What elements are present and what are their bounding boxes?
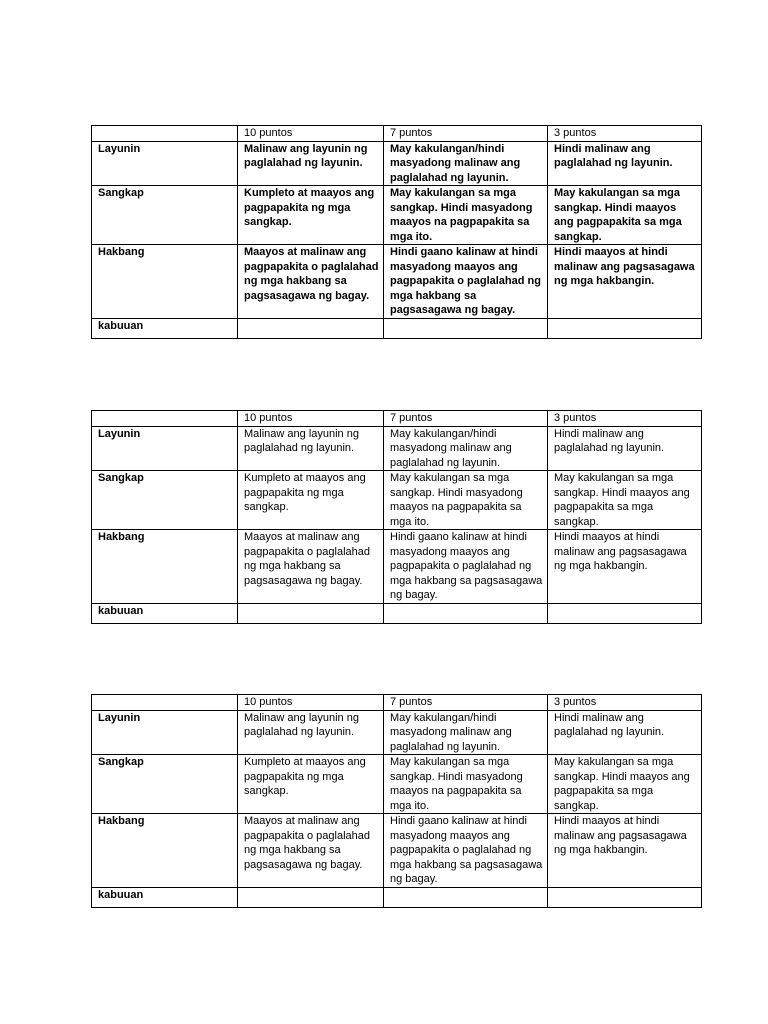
criterion-label: Layunin	[92, 426, 238, 471]
score-cell: Kumpleto at maayos ang pagpapakita ng mga sangkap.	[238, 755, 384, 814]
score-cell: Maayos at malinaw ang pagpapakita o paglalahad ng mga hakbang sa pagsasagawa ng bagay.	[238, 814, 384, 888]
row-kabuuan	[92, 603, 702, 623]
score-cell: Hindi maayos at hindi malinaw ang pagsasagawa ng mga hakbangin.	[548, 245, 702, 319]
score-cell: Kumpleto at maayos ang pagpapakita ng mga sangkap.	[238, 471, 384, 530]
total-label: kabuuan	[92, 603, 238, 623]
header-cell-7-puntos: 7 puntos	[384, 126, 548, 142]
criterion-label: Sangkap	[92, 755, 238, 814]
header-cell-empty	[92, 126, 238, 142]
header-cell-3-puntos: 3 puntos	[548, 695, 702, 711]
header-cell-empty	[92, 695, 238, 711]
header-cell-7-puntos: 7 puntos	[384, 411, 548, 427]
criterion-label: Hakbang	[92, 814, 238, 888]
row-hakbang	[92, 245, 702, 319]
score-cell: May kakulangan sa mga sangkap. Hindi masyadong maayos na pagpapakita sa mga ito.	[384, 471, 548, 530]
row-layunin	[92, 141, 702, 186]
criterion-label: Sangkap	[92, 186, 238, 245]
header-row	[92, 126, 702, 142]
total-cell	[384, 887, 548, 907]
row-kabuuan	[92, 318, 702, 338]
total-cell	[548, 887, 702, 907]
score-cell: May kakulangan/hindi masyadong malinaw ang paglalahad ng layunin.	[384, 710, 548, 755]
criterion-label: Sangkap	[92, 471, 238, 530]
score-cell: Hindi gaano kalinaw at hindi masyadong maayos ang pagpapakita o paglalahad ng mga hakbang sa pagsasagawa ng bagay.	[384, 530, 548, 604]
row-hakbang	[92, 530, 702, 604]
row-sangkap	[92, 186, 702, 245]
header-cell-10-puntos: 10 puntos	[238, 411, 384, 427]
score-cell: Hindi malinaw ang paglalahad ng layunin.	[548, 141, 702, 186]
score-cell: May kakulangan/hindi masyadong malinaw ang paglalahad ng layunin.	[384, 141, 548, 186]
rubric-table-2	[91, 410, 702, 624]
row-layunin	[92, 426, 702, 471]
header-row	[92, 695, 702, 711]
row-hakbang	[92, 814, 702, 888]
total-label: kabuuan	[92, 887, 238, 907]
score-cell: Malinaw ang layunin ng paglalahad ng layunin.	[238, 710, 384, 755]
score-cell: Malinaw ang layunin ng paglalahad ng layunin.	[238, 426, 384, 471]
score-cell: Malinaw ang layunin ng paglalahad ng layunin.	[238, 141, 384, 186]
header-cell-10-puntos: 10 puntos	[238, 126, 384, 142]
row-kabuuan	[92, 887, 702, 907]
rubric-table-3	[91, 694, 702, 908]
header-cell-3-puntos: 3 puntos	[548, 411, 702, 427]
header-cell-10-puntos: 10 puntos	[238, 695, 384, 711]
criterion-label: Layunin	[92, 141, 238, 186]
score-cell: Hindi gaano kalinaw at hindi masyadong maayos ang pagpapakita o paglalahad ng mga hakbang sa pagsasagawa ng bagay.	[384, 245, 548, 319]
header-cell-3-puntos: 3 puntos	[548, 126, 702, 142]
score-cell: May kakulangan sa mga sangkap. Hindi maayos ang pagpapakita sa mga sangkap.	[548, 186, 702, 245]
criterion-label: Hakbang	[92, 245, 238, 319]
score-cell: Maayos at malinaw ang pagpapakita o paglalahad ng mga hakbang sa pagsasagawa ng bagay.	[238, 530, 384, 604]
total-cell	[238, 318, 384, 338]
score-cell: Maayos at malinaw ang pagpapakita o paglalahad ng mga hakbang sa pagsasagawa ng bagay.	[238, 245, 384, 319]
total-cell	[548, 603, 702, 623]
header-cell-empty	[92, 411, 238, 427]
total-cell	[548, 318, 702, 338]
total-cell	[384, 603, 548, 623]
rubric-table-1	[91, 125, 702, 339]
score-cell: Hindi malinaw ang paglalahad ng layunin.	[548, 710, 702, 755]
score-cell: May kakulangan/hindi masyadong malinaw ang paglalahad ng layunin.	[384, 426, 548, 471]
row-sangkap	[92, 471, 702, 530]
score-cell: Hindi maayos at hindi malinaw ang pagsasagawa ng mga hakbangin.	[548, 814, 702, 888]
total-label: kabuuan	[92, 318, 238, 338]
score-cell: Hindi malinaw ang paglalahad ng layunin.	[548, 426, 702, 471]
score-cell: May kakulangan sa mga sangkap. Hindi masyadong maayos na pagpapakita sa mga ito.	[384, 186, 548, 245]
score-cell: Kumpleto at maayos ang pagpapakita ng mga sangkap.	[238, 186, 384, 245]
score-cell: May kakulangan sa mga sangkap. Hindi masyadong maayos na pagpapakita sa mga ito.	[384, 755, 548, 814]
criterion-label: Hakbang	[92, 530, 238, 604]
score-cell: Hindi gaano kalinaw at hindi masyadong maayos ang pagpapakita o paglalahad ng mga hakbang sa pagsasagawa ng bagay.	[384, 814, 548, 888]
score-cell: May kakulangan sa mga sangkap. Hindi maayos ang pagpapakita sa mga sangkap.	[548, 755, 702, 814]
criterion-label: Layunin	[92, 710, 238, 755]
total-cell	[238, 887, 384, 907]
total-cell	[384, 318, 548, 338]
row-layunin	[92, 710, 702, 755]
score-cell: Hindi maayos at hindi malinaw ang pagsasagawa ng mga hakbangin.	[548, 530, 702, 604]
header-cell-7-puntos: 7 puntos	[384, 695, 548, 711]
row-sangkap	[92, 755, 702, 814]
score-cell: May kakulangan sa mga sangkap. Hindi maayos ang pagpapakita sa mga sangkap.	[548, 471, 702, 530]
total-cell	[238, 603, 384, 623]
header-row	[92, 411, 702, 427]
